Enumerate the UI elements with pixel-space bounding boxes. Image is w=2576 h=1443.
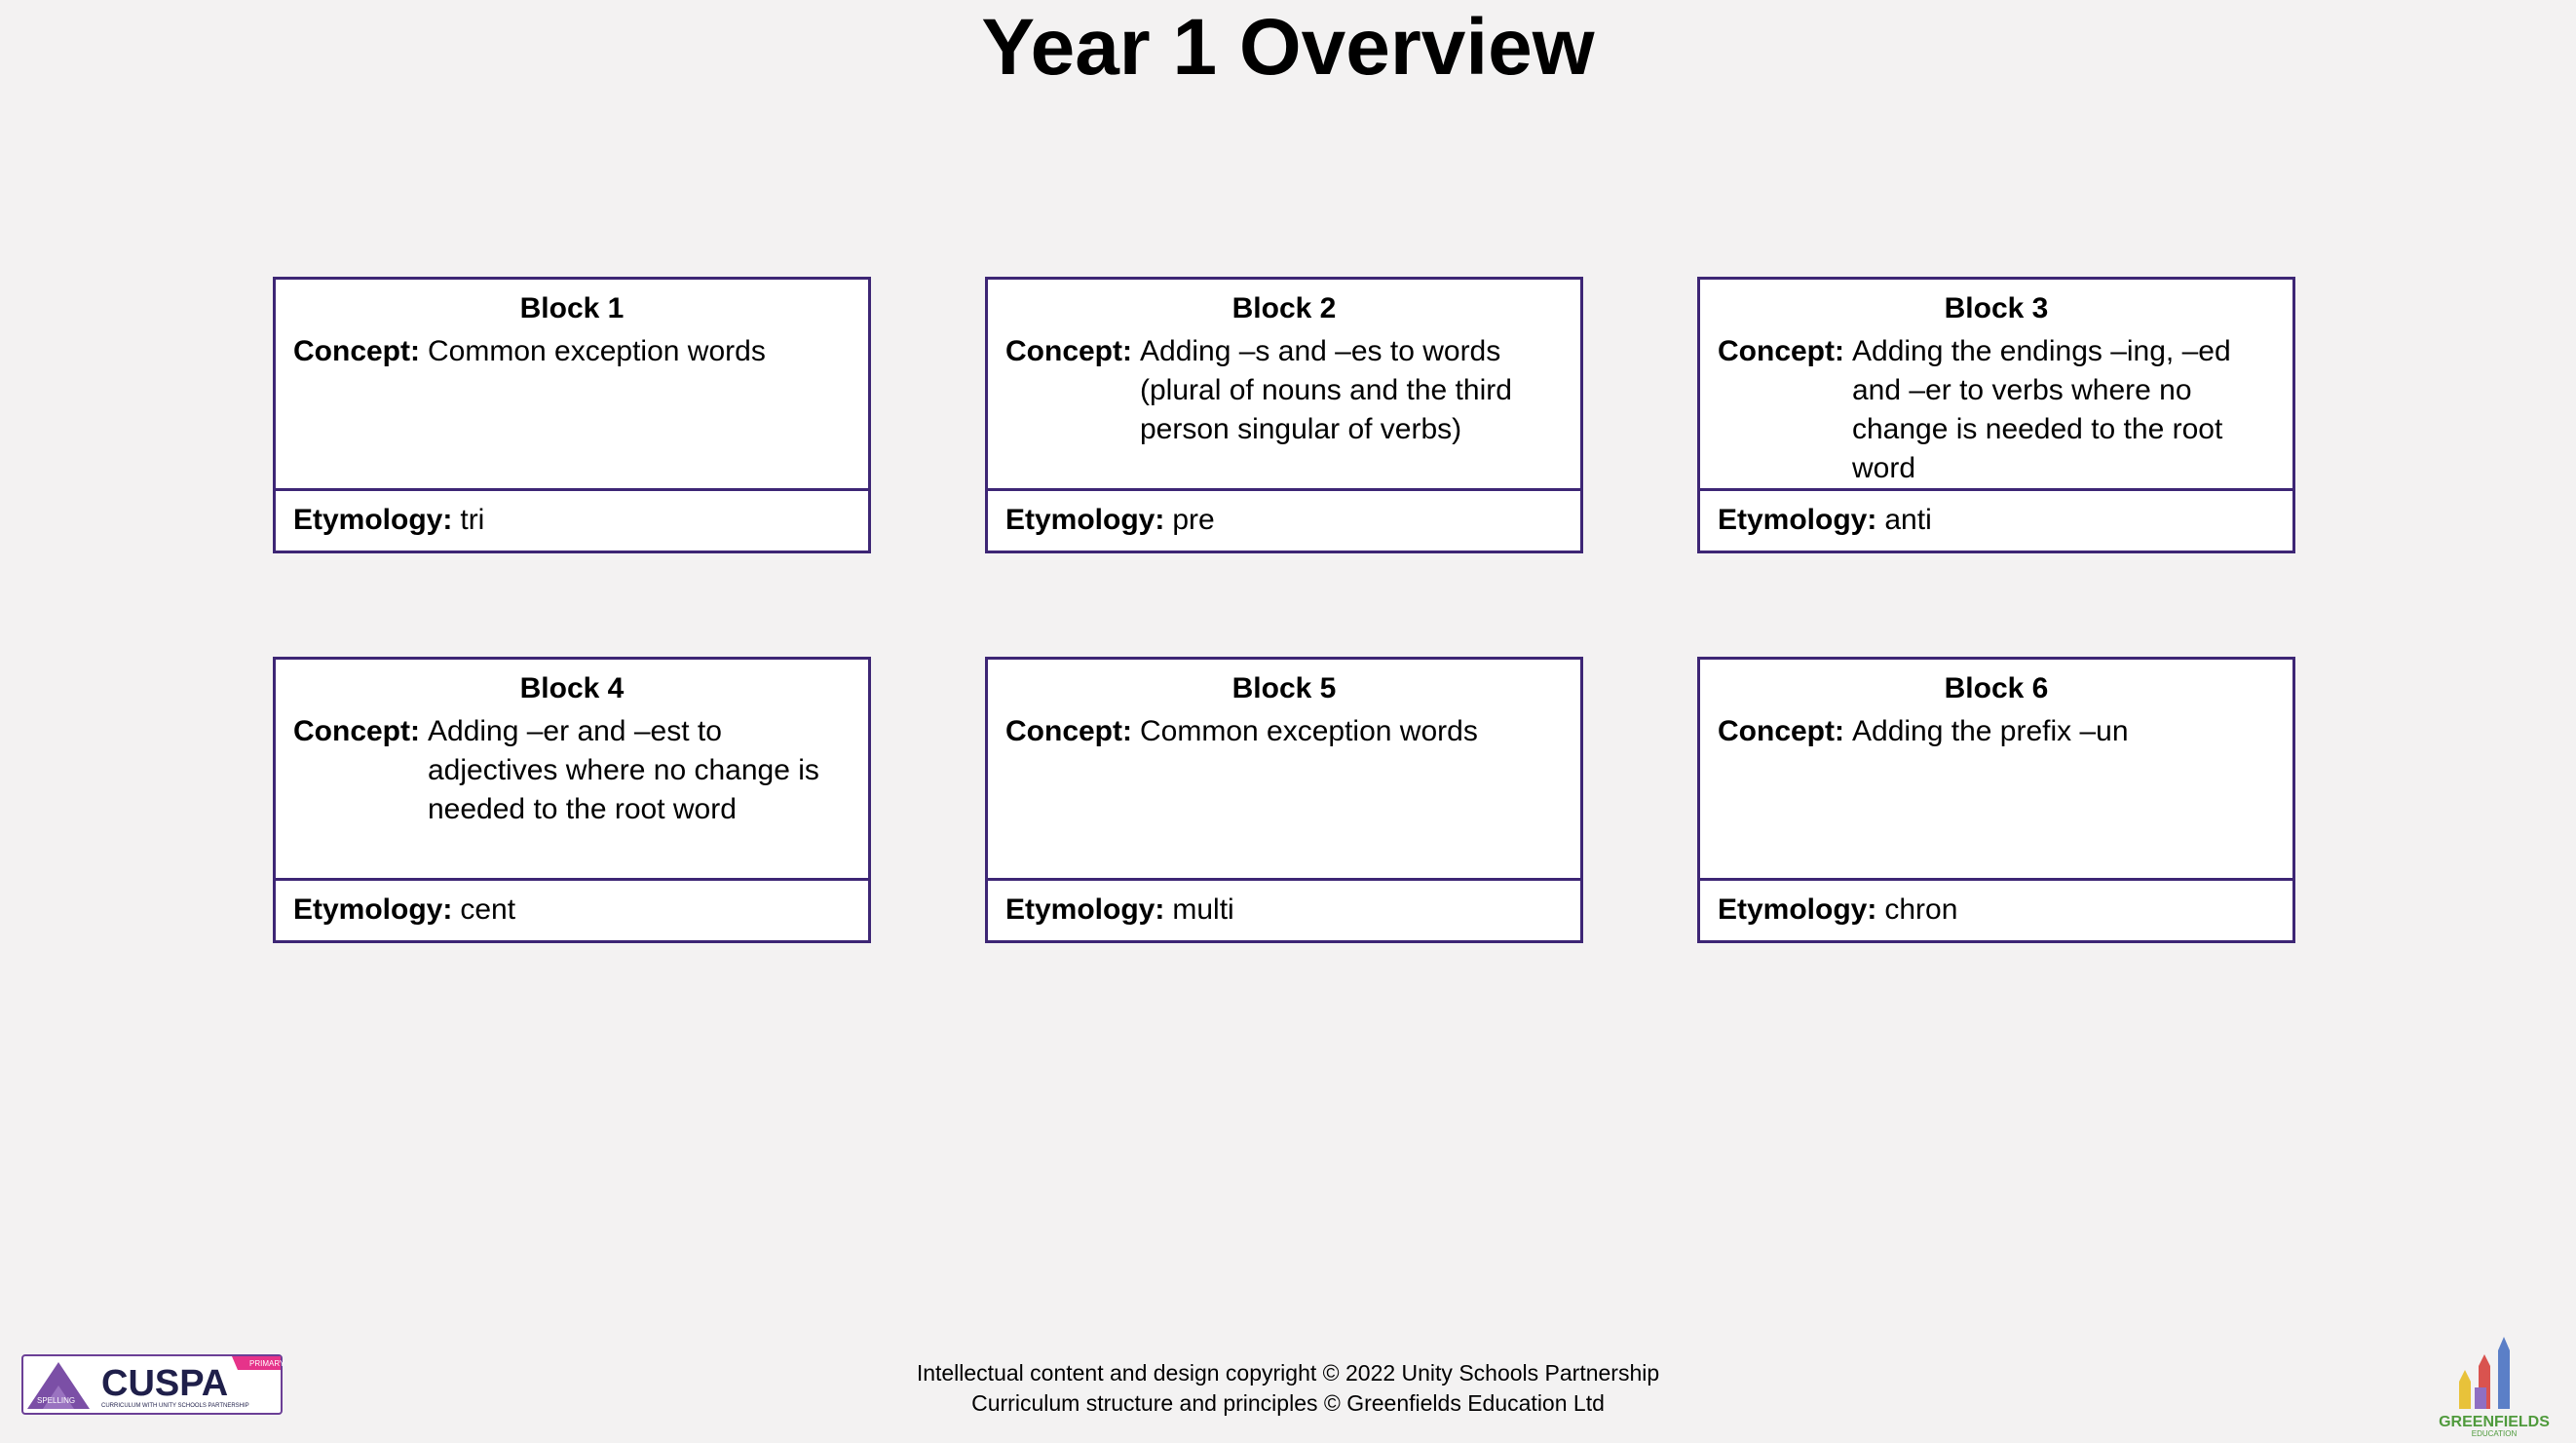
concept-label: Concept: — [1718, 715, 1844, 747]
concept-text: Adding –er and –est to adjectives where no change is needed to the root word — [428, 715, 819, 825]
etymology-label: Etymology: — [1718, 893, 1877, 926]
etymology-text: multi — [1172, 893, 1234, 926]
cuspa-tag: SPELLING — [37, 1396, 76, 1405]
concept-label: Concept: — [1718, 335, 1844, 367]
greenfields-logo — [2426, 1333, 2562, 1440]
block-heading: Block 1 — [519, 292, 625, 324]
block-card-1 — [273, 277, 871, 553]
greenfields-subtitle: EDUCATION — [2471, 1429, 2518, 1438]
block-card-3 — [1697, 277, 2295, 553]
etymology-label: Etymology: — [1005, 893, 1165, 926]
concept-label: Concept: — [1005, 335, 1132, 367]
block-card-2 — [985, 277, 1583, 553]
pencils-icon — [2426, 1333, 2562, 1438]
block-card-4 — [273, 657, 871, 943]
page-title: Year 1 Overview — [981, 3, 1595, 92]
etymology-text: cent — [460, 893, 516, 926]
concept-text: Adding the endings –ing, –ed and –er to verbs where no change is needed to the root word — [1852, 335, 2231, 484]
block-heading: Block 5 — [1231, 672, 1337, 704]
block-heading: Block 3 — [1944, 292, 2049, 324]
concept-label: Concept: — [293, 335, 420, 367]
cuspa-logo — [21, 1354, 283, 1415]
block-heading: Block 6 — [1944, 672, 2049, 704]
etymology-text: tri — [460, 504, 485, 536]
etymology-text: chron — [1884, 893, 1958, 926]
cuspa-subtitle: CURRICULUM WITH UNITY SCHOOLS PARTNERSHIP — [101, 1403, 249, 1409]
block-card-6 — [1697, 657, 2295, 943]
copyright-line-1: Intellectual content and design copyright © 2022 Unity Schools Partnership — [916, 1360, 1660, 1386]
etymology-label: Etymology: — [293, 504, 453, 536]
concept-label: Concept: — [293, 715, 420, 747]
etymology-label: Etymology: — [1005, 504, 1165, 536]
cuspa-logo-graphic — [23, 1356, 285, 1413]
copyright-footer — [0, 1358, 2576, 1419]
etymology-label: Etymology: — [293, 893, 453, 926]
cuspa-badge: PRIMARY — [249, 1359, 285, 1368]
copyright-line-2: Curriculum structure and principles © Greenfields Education Ltd — [971, 1390, 1605, 1416]
concept-text: Common exception words — [1140, 715, 1478, 747]
concept-text: Adding –s and –es to words (plural of nouns and the third person singular of verbs) — [1140, 335, 1512, 445]
etymology-text: pre — [1172, 504, 1215, 536]
greenfields-name: GREENFIELDS — [2439, 1414, 2550, 1430]
etymology-label: Etymology: — [1718, 504, 1877, 536]
concept-label: Concept: — [1005, 715, 1132, 747]
etymology-text: anti — [1884, 504, 1932, 536]
concept-text: Adding the prefix –un — [1852, 715, 2129, 747]
block-heading: Block 2 — [1231, 292, 1337, 324]
block-heading: Block 4 — [519, 672, 625, 704]
concept-text: Common exception words — [428, 335, 766, 367]
cuspa-wordmark: CUSPA — [101, 1363, 229, 1404]
block-card-5 — [985, 657, 1583, 943]
